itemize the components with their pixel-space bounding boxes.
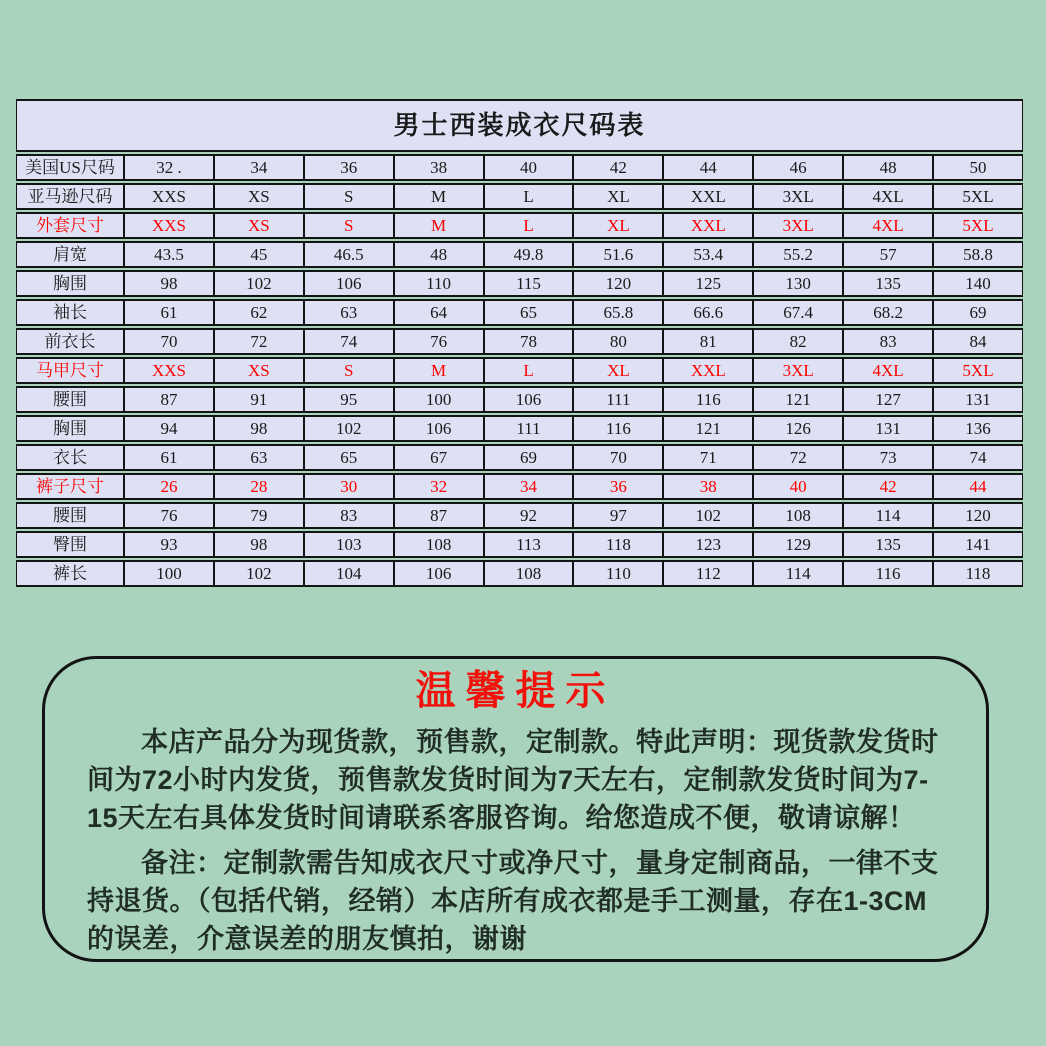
size-value-cell: 116 — [573, 415, 663, 442]
table-row — [16, 183, 1023, 210]
row-label-cell: 胸围 — [16, 270, 124, 297]
row-label-cell: 外套尺寸 — [16, 212, 124, 239]
size-value-cell: 116 — [843, 560, 933, 587]
size-value-cell: 34 — [484, 473, 574, 500]
size-value-cell: 51.6 — [573, 241, 663, 268]
size-value-cell: S — [304, 357, 394, 384]
size-value-cell: 71 — [663, 444, 753, 471]
size-value-cell: 48 — [394, 241, 484, 268]
size-value-cell: L — [484, 183, 574, 210]
size-value-cell: 69 — [933, 299, 1023, 326]
notice-paragraph: 本店产品分为现货款，预售款，定制款。特此声明：现货款发货时间为72小时内发货，预售款发货时间为7天左右，定制款发货时间为7-15天左右具体发货时间请联系客服咨询。给您造成不便，敬请谅解！ — [87, 727, 939, 833]
row-label-cell: 衣长 — [16, 444, 124, 471]
table-row — [16, 560, 1023, 587]
size-value-cell: 80 — [573, 328, 663, 355]
size-value-cell: 5XL — [933, 212, 1023, 239]
size-value-cell: 106 — [484, 386, 574, 413]
size-table-title: 男士西装成衣尺码表 — [16, 99, 1023, 152]
table-row — [16, 299, 1023, 326]
size-value-cell: 102 — [304, 415, 394, 442]
size-value-cell: 49.8 — [484, 241, 574, 268]
size-value-cell: 44 — [663, 154, 753, 181]
size-value-cell: 4XL — [843, 357, 933, 384]
size-value-cell: 66.6 — [663, 299, 753, 326]
row-label-cell: 腰围 — [16, 386, 124, 413]
size-value-cell: 78 — [484, 328, 574, 355]
size-value-cell: 50 — [933, 154, 1023, 181]
size-value-cell: 114 — [843, 502, 933, 529]
size-value-cell: 98 — [214, 415, 304, 442]
size-value-cell: XXS — [124, 183, 214, 210]
size-value-cell: 87 — [124, 386, 214, 413]
notice-title: 温馨提示 — [415, 669, 616, 713]
size-value-cell: 97 — [573, 502, 663, 529]
size-value-cell: 102 — [214, 560, 304, 587]
row-label-cell: 臀围 — [16, 531, 124, 558]
size-value-cell: 32 . — [124, 154, 214, 181]
size-value-cell: 82 — [753, 328, 843, 355]
table-row — [16, 502, 1023, 529]
size-value-cell: 123 — [663, 531, 753, 558]
size-value-cell: 118 — [573, 531, 663, 558]
row-label-cell: 马甲尺寸 — [16, 357, 124, 384]
size-value-cell: 38 — [394, 154, 484, 181]
size-value-cell: 111 — [573, 386, 663, 413]
table-row — [16, 415, 1023, 442]
row-label-cell: 裤子尺寸 — [16, 473, 124, 500]
size-value-cell: 40 — [484, 154, 574, 181]
size-value-cell: 108 — [394, 531, 484, 558]
row-label-cell: 美国US尺码 — [16, 154, 124, 181]
table-row — [16, 531, 1023, 558]
size-value-cell: 69 — [484, 444, 574, 471]
size-value-cell: 62 — [214, 299, 304, 326]
size-value-cell: 81 — [663, 328, 753, 355]
size-value-cell: 65.8 — [573, 299, 663, 326]
size-value-cell: M — [394, 357, 484, 384]
size-value-cell: 108 — [484, 560, 574, 587]
size-value-cell: XS — [214, 212, 304, 239]
size-value-cell: 61 — [124, 299, 214, 326]
size-value-cell: 120 — [573, 270, 663, 297]
size-value-cell: XL — [573, 357, 663, 384]
size-value-cell: XL — [573, 212, 663, 239]
size-value-cell: 28 — [214, 473, 304, 500]
size-value-cell: 110 — [394, 270, 484, 297]
size-value-cell: 63 — [304, 299, 394, 326]
size-value-cell: 3XL — [753, 357, 843, 384]
size-value-cell: 42 — [573, 154, 663, 181]
size-value-cell: 126 — [753, 415, 843, 442]
table-row — [16, 357, 1023, 384]
size-value-cell: 102 — [663, 502, 753, 529]
size-value-cell: 129 — [753, 531, 843, 558]
table-row — [16, 444, 1023, 471]
size-value-cell: 103 — [304, 531, 394, 558]
size-value-cell: M — [394, 212, 484, 239]
size-value-cell: 76 — [394, 328, 484, 355]
size-value-cell: 67 — [394, 444, 484, 471]
size-value-cell: 67.4 — [753, 299, 843, 326]
size-value-cell: 65 — [304, 444, 394, 471]
size-value-cell: 108 — [753, 502, 843, 529]
size-value-cell: 70 — [124, 328, 214, 355]
size-value-cell: 104 — [304, 560, 394, 587]
size-value-cell: 114 — [753, 560, 843, 587]
size-value-cell: 45 — [214, 241, 304, 268]
size-value-cell: 106 — [304, 270, 394, 297]
table-row — [16, 270, 1023, 297]
size-value-cell: 42 — [843, 473, 933, 500]
size-value-cell: 106 — [394, 560, 484, 587]
row-label-cell: 前衣长 — [16, 328, 124, 355]
size-value-cell: 3XL — [753, 212, 843, 239]
size-value-cell: XXS — [124, 212, 214, 239]
size-value-cell: XL — [573, 183, 663, 210]
size-value-cell: S — [304, 183, 394, 210]
size-value-cell: 118 — [933, 560, 1023, 587]
size-value-cell: 110 — [573, 560, 663, 587]
size-value-cell: 84 — [933, 328, 1023, 355]
table-row — [16, 473, 1023, 500]
size-value-cell: 92 — [484, 502, 574, 529]
row-label-cell: 亚马逊尺码 — [16, 183, 124, 210]
size-table — [16, 97, 1023, 589]
size-value-cell: 5XL — [933, 183, 1023, 210]
size-value-cell: 87 — [394, 502, 484, 529]
size-value-cell: 58.8 — [933, 241, 1023, 268]
size-value-cell: 4XL — [843, 183, 933, 210]
size-value-cell: 98 — [124, 270, 214, 297]
size-value-cell: 53.4 — [663, 241, 753, 268]
size-value-cell: 95 — [304, 386, 394, 413]
size-value-cell: 46.5 — [304, 241, 394, 268]
size-value-cell: 102 — [214, 270, 304, 297]
size-value-cell: 36 — [304, 154, 394, 181]
size-value-cell: 116 — [663, 386, 753, 413]
row-label-cell: 袖长 — [16, 299, 124, 326]
size-value-cell: 91 — [214, 386, 304, 413]
size-value-cell: 76 — [124, 502, 214, 529]
size-value-cell: 93 — [124, 531, 214, 558]
size-value-cell: XS — [214, 183, 304, 210]
notice-paragraph: 备注：定制款需告知成衣尺寸或净尺寸，量身定制商品，一律不支持退货。（包括代销，经销）本店所有成衣都是手工测量，存在1-3CM的误差，介意误差的朋友慎拍，谢谢 — [87, 848, 939, 954]
size-value-cell: 98 — [214, 531, 304, 558]
size-value-cell: 36 — [573, 473, 663, 500]
size-value-cell: 57 — [843, 241, 933, 268]
size-value-cell: S — [304, 212, 394, 239]
size-value-cell: 113 — [484, 531, 574, 558]
row-label-cell: 胸围 — [16, 415, 124, 442]
size-value-cell: 34 — [214, 154, 304, 181]
size-value-cell: 121 — [663, 415, 753, 442]
size-value-cell: 140 — [933, 270, 1023, 297]
table-row — [16, 328, 1023, 355]
size-value-cell: 65 — [484, 299, 574, 326]
size-value-cell: XXL — [663, 357, 753, 384]
size-value-cell: 121 — [753, 386, 843, 413]
size-value-cell: 68.2 — [843, 299, 933, 326]
size-value-cell: L — [484, 212, 574, 239]
size-value-cell: 4XL — [843, 212, 933, 239]
size-value-cell: 26 — [124, 473, 214, 500]
size-value-cell: 55.2 — [753, 241, 843, 268]
size-value-cell: 72 — [753, 444, 843, 471]
size-value-cell: 38 — [663, 473, 753, 500]
size-value-cell: 100 — [124, 560, 214, 587]
size-value-cell: 83 — [843, 328, 933, 355]
size-value-cell: 43.5 — [124, 241, 214, 268]
row-label-cell: 裤长 — [16, 560, 124, 587]
size-value-cell: 120 — [933, 502, 1023, 529]
size-value-cell: 48 — [843, 154, 933, 181]
size-value-cell: 74 — [933, 444, 1023, 471]
size-value-cell: 127 — [843, 386, 933, 413]
size-value-cell: 30 — [304, 473, 394, 500]
size-value-cell: XS — [214, 357, 304, 384]
table-row — [16, 212, 1023, 239]
size-value-cell: 130 — [753, 270, 843, 297]
size-value-cell: L — [484, 357, 574, 384]
size-value-cell: 32 — [394, 473, 484, 500]
size-value-cell: 70 — [573, 444, 663, 471]
size-value-cell: 3XL — [753, 183, 843, 210]
size-table-body — [16, 99, 1023, 587]
size-value-cell: 40 — [753, 473, 843, 500]
notice-body — [87, 723, 944, 958]
size-value-cell: 131 — [843, 415, 933, 442]
size-value-cell: XXL — [663, 212, 753, 239]
size-value-cell: XXL — [663, 183, 753, 210]
size-value-cell: 136 — [933, 415, 1023, 442]
table-row — [16, 154, 1023, 181]
size-value-cell: 135 — [843, 270, 933, 297]
size-value-cell: 135 — [843, 531, 933, 558]
size-value-cell: 106 — [394, 415, 484, 442]
size-value-cell: 61 — [124, 444, 214, 471]
size-value-cell: 72 — [214, 328, 304, 355]
table-row — [16, 386, 1023, 413]
size-value-cell: 74 — [304, 328, 394, 355]
size-value-cell: 5XL — [933, 357, 1023, 384]
size-value-cell: 44 — [933, 473, 1023, 500]
size-value-cell: M — [394, 183, 484, 210]
size-value-cell: 94 — [124, 415, 214, 442]
size-value-cell: 79 — [214, 502, 304, 529]
size-value-cell: 83 — [304, 502, 394, 529]
size-value-cell: 112 — [663, 560, 753, 587]
size-value-cell: 73 — [843, 444, 933, 471]
size-value-cell: 100 — [394, 386, 484, 413]
size-value-cell: 141 — [933, 531, 1023, 558]
size-value-cell: XXS — [124, 357, 214, 384]
notice-box — [42, 656, 989, 962]
size-value-cell: 46 — [753, 154, 843, 181]
row-label-cell: 腰围 — [16, 502, 124, 529]
size-table-title-row — [16, 99, 1023, 152]
table-row — [16, 241, 1023, 268]
size-value-cell: 115 — [484, 270, 574, 297]
size-value-cell: 125 — [663, 270, 753, 297]
size-value-cell: 131 — [933, 386, 1023, 413]
size-value-cell: 111 — [484, 415, 574, 442]
row-label-cell: 肩宽 — [16, 241, 124, 268]
size-value-cell: 63 — [214, 444, 304, 471]
size-value-cell: 64 — [394, 299, 484, 326]
